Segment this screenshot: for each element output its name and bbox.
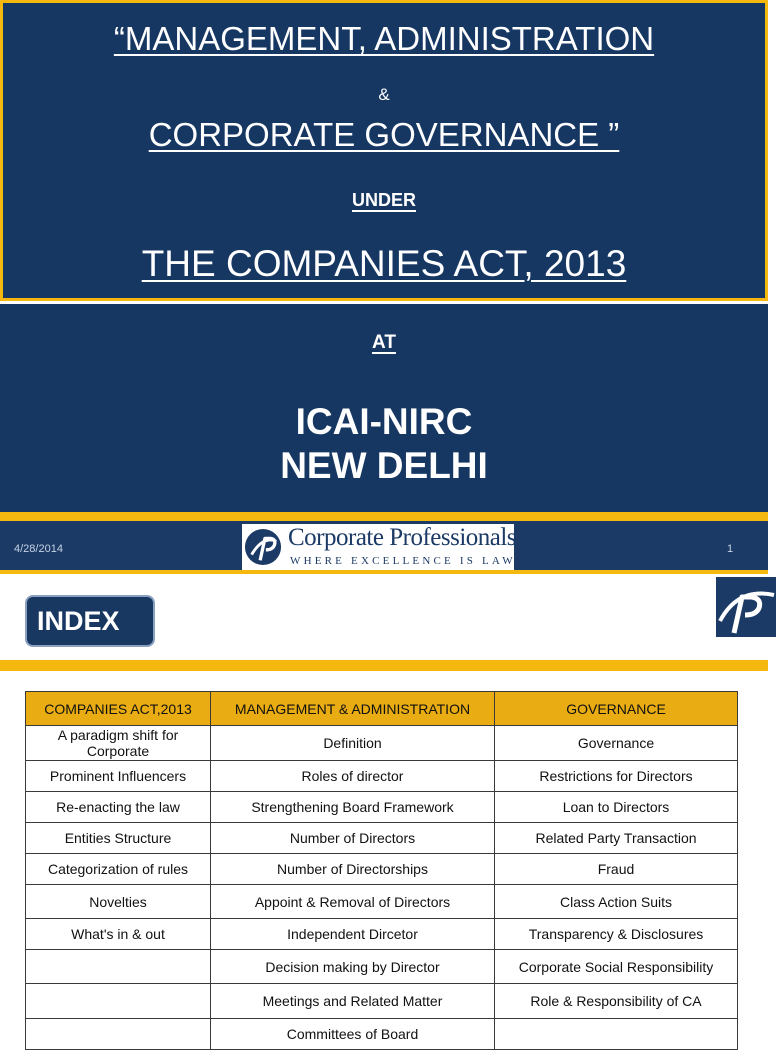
- venue-line-1: ICAI-NIRC: [295, 401, 473, 442]
- table-cell: Related Party Transaction: [495, 823, 738, 854]
- table-cell: Roles of director: [211, 761, 495, 792]
- table-row: [26, 950, 738, 984]
- venue-line-2: NEW DELHI: [280, 445, 488, 486]
- table-cell: Class Action Suits: [495, 885, 738, 919]
- table-cell: Transparency & Disclosures: [495, 919, 738, 950]
- table-row: [26, 792, 738, 823]
- table-cell: Appoint & Removal of Directors: [211, 885, 495, 919]
- table-row: [26, 761, 738, 792]
- p-monogram-icon: [244, 526, 282, 568]
- table-row: [26, 919, 738, 950]
- table-cell: [26, 984, 211, 1019]
- table-cell: What's in & out: [26, 919, 211, 950]
- table-cell: [26, 950, 211, 984]
- table-cell: Prominent Influencers: [26, 761, 211, 792]
- table-cell: Decision making by Director: [211, 950, 495, 984]
- logo-name: Corporate Professionals: [288, 524, 517, 551]
- table-cell: Number of Directorships: [211, 854, 495, 885]
- table-row: [26, 984, 738, 1019]
- table-row: [26, 726, 738, 761]
- table-cell: Independent Dircetor: [211, 919, 495, 950]
- title-under: UNDER: [351, 190, 416, 210]
- footer-page-number: 1: [727, 543, 734, 555]
- table-cell: [26, 1019, 211, 1050]
- table-cell: Corporate Social Responsibility: [495, 950, 738, 984]
- title-line-3: THE COMPANIES ACT, 2013: [141, 243, 627, 284]
- logo-tagline: WHERE EXCELLENCE IS LAW: [290, 555, 516, 567]
- table-cell: Number of Directors: [211, 823, 495, 854]
- index-table: [25, 691, 738, 1050]
- table-cell: [495, 1019, 738, 1050]
- table-cell: Meetings and Related Matter: [211, 984, 495, 1019]
- table-row: [26, 854, 738, 885]
- index-divider-band: [0, 660, 768, 671]
- table-header-row: [26, 692, 738, 726]
- table-cell: Role & Responsibility of CA: [495, 984, 738, 1019]
- table-cell: Fraud: [495, 854, 738, 885]
- table-cell: Restrictions for Directors: [495, 761, 738, 792]
- table-cell: Entities Structure: [26, 823, 211, 854]
- footer-band-top: [0, 512, 768, 521]
- venue-at: AT: [372, 332, 396, 353]
- table-cell: Strengthening Board Framework: [211, 792, 495, 823]
- table-cell: Categorization of rules: [26, 854, 211, 885]
- table-cell: Committees of Board: [211, 1019, 495, 1050]
- table-row: [26, 823, 738, 854]
- header-governance: GOVERNANCE: [495, 692, 738, 726]
- header-management-administration: MANAGEMENT & ADMINISTRATION: [211, 692, 495, 726]
- footer-date: 4/28/2014: [14, 543, 63, 555]
- index-slide: [0, 575, 768, 1042]
- table-cell: Definition: [211, 726, 495, 761]
- title-ampersand: &: [378, 85, 390, 104]
- footer-band-bottom: [0, 570, 768, 574]
- table-cell: Governance: [495, 726, 738, 761]
- venue-name: [0, 400, 768, 488]
- index-title: INDEX: [25, 595, 155, 647]
- table-cell: Loan to Directors: [495, 792, 738, 823]
- table-row: [26, 1019, 738, 1050]
- table-cell: Re-enacting the law: [26, 792, 211, 823]
- table-row: [26, 885, 738, 919]
- header-companies-act: COMPANIES ACT,2013: [26, 692, 211, 726]
- table-cell: A paradigm shift for Corporate: [26, 726, 211, 761]
- title-line-2: CORPORATE GOVERNANCE ”: [148, 116, 620, 153]
- table-cell: Novelties: [26, 885, 211, 919]
- title-line-1: “MANAGEMENT, ADMINISTRATION: [113, 20, 655, 57]
- company-logo: [242, 524, 517, 570]
- p-monogram-icon: [716, 577, 776, 637]
